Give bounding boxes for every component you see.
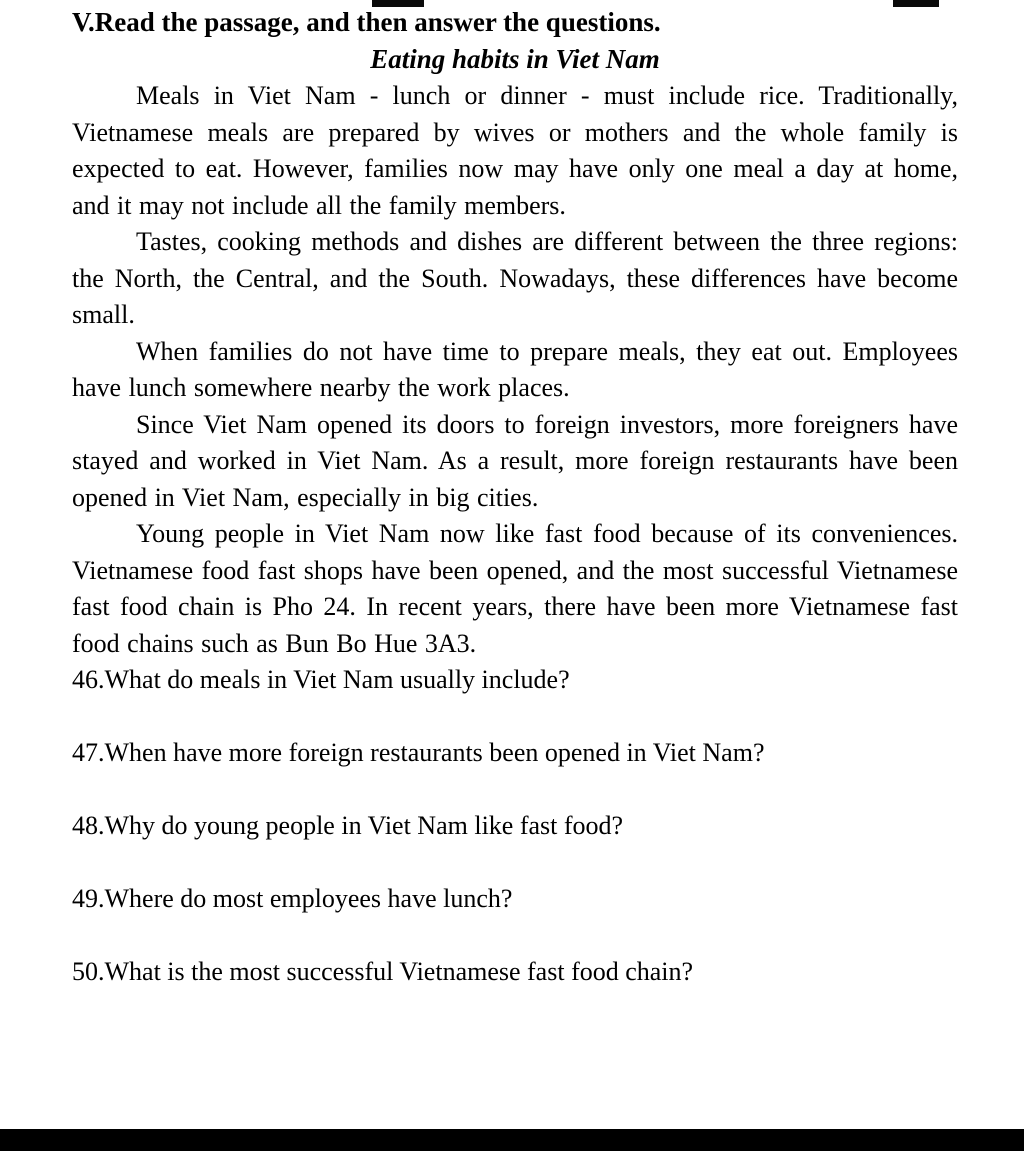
question-48: 48.Why do young people in Viet Nam like fast food? — [72, 811, 624, 840]
question-47: 47.When have more foreign restaurants been opened in Viet Nam? — [72, 738, 765, 767]
passage-title: Eating habits in Viet Nam — [370, 44, 660, 74]
bottom-black-bar — [0, 1129, 1024, 1151]
passage-paragraph-4: Since Viet Nam opened its doors to foreign investors, more foreigners have stayed and worked in Viet Nam. As a result, more foreign restaurants have been opened in Viet Nam, especially in big cities. — [72, 409, 958, 512]
passage-paragraph-5: Young people in Viet Nam now like fast food because of its conveniences. Vietnamese food fast shops have been opened, and the most successful Vietnamese fast food chain is Pho 24. In recent years, there have been more Vietnamese fast food chains such as Bun Bo Hue 3A3. — [72, 519, 958, 658]
passage-paragraph-2: Tastes, cooking methods and dishes are different between the three regions: the North, the Central, and the South. Nowadays, these differences have become small. — [72, 227, 958, 329]
question-50: 50.What is the most successful Vietnamese fast food chain? — [72, 957, 694, 986]
question-49: 49.Where do most employees have lunch? — [72, 884, 513, 913]
question-46: 46.What do meals in Viet Nam usually include? — [72, 665, 570, 694]
questions-list — [72, 662, 958, 991]
passage-content — [0, 4, 1024, 991]
section-heading: V.Read the passage, and then answer the questions. — [72, 7, 661, 37]
passage-paragraph-3: When families do not have time to prepare meals, they eat out. Employees have lunch somewhere nearby the work places. — [72, 336, 958, 402]
passage-paragraph-1: Meals in Viet Nam - lunch or dinner - must include rice. Traditionally, Vietnamese meals are prepared by wives or mothers and the whole family is expected to eat. However, families now may have only one meal a day at home, and it may not include all the family members. — [72, 81, 958, 220]
